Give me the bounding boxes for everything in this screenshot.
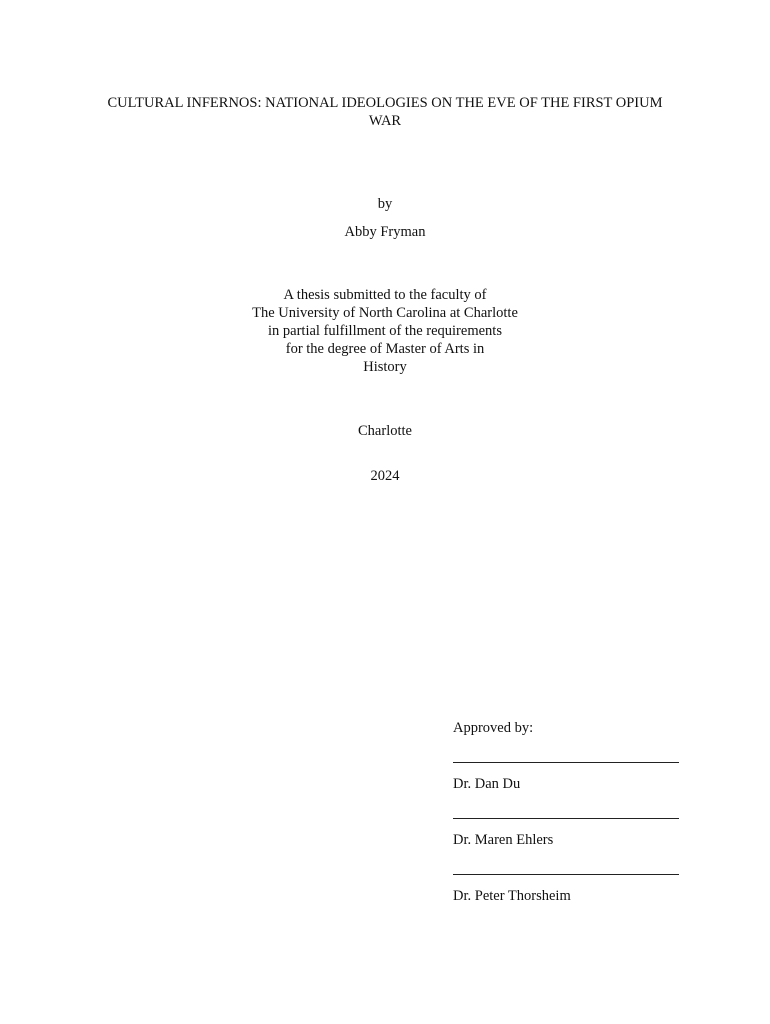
approved-by-label: Approved by: [453,720,534,736]
thesis-title-line-1: CULTURAL INFERNOS: NATIONAL IDEOLOGIES ON THE EVE OF THE FIRST OPIUM [107,95,663,111]
year: 2024 [370,468,400,484]
committee-member-3: Dr. Peter Thorsheim [453,888,571,904]
committee-member-1: Dr. Dan Du [453,776,521,792]
statement-line-2: The University of North Carolina at Charlotte [252,305,518,321]
author-name: Abby Fryman [344,224,426,240]
statement-line-5: History [363,359,407,375]
thesis-title-line-2: WAR [368,113,402,129]
committee-member-2: Dr. Maren Ehlers [453,832,554,848]
signature-line [453,762,679,763]
city: Charlotte [358,423,412,439]
by-label: by [377,196,393,212]
signature-line [453,874,679,875]
submission-statement [0,286,770,376]
signature-line [453,818,679,819]
thesis-title [0,94,770,130]
statement-line-4: for the degree of Master of Arts in [285,341,485,357]
statement-line-3: in partial fulfillment of the requirements [268,323,502,339]
statement-line-1: A thesis submitted to the faculty of [283,287,487,303]
